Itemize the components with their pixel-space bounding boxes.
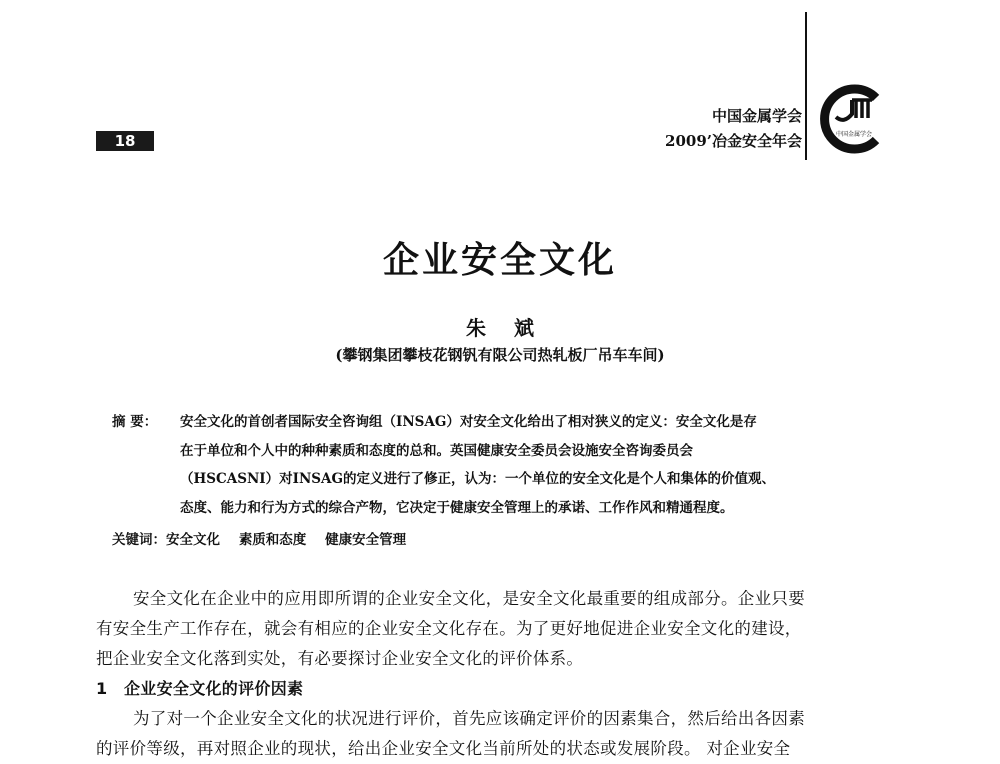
keywords bbox=[112, 526, 406, 554]
abstract-line: 安全文化的首创者国际安全咨询组（INSAG）对安全文化给出了相对狭义的定义：安全文化是存 bbox=[180, 414, 757, 430]
article-title: 企业安全文化 bbox=[382, 240, 617, 281]
keyword: 健康安全管理 bbox=[325, 532, 407, 548]
abstract-line: 在于单位和个人中的种种素质和态度的总和。英国健康安全委员会设施安全咨询委员会 bbox=[180, 442, 693, 459]
abstract-label: 摘 要： bbox=[112, 414, 158, 430]
page-number: 18 bbox=[96, 131, 154, 151]
logo-mark-left bbox=[836, 100, 852, 120]
author-affiliation: (攀钢集团攀枝花钢钒有限公司热轧板厂吊车车间) bbox=[335, 346, 665, 364]
keywords-label: 关键词： bbox=[112, 532, 166, 548]
logo-ring bbox=[825, 89, 876, 149]
body-line: 把企业安全文化落到实处，有必要探讨企业安全文化的评价体系。 bbox=[96, 649, 584, 668]
keyword: 素质和态度 bbox=[238, 532, 307, 548]
body-line: 有安全生产工作存在，就会有相应的企业安全文化存在。为了更好地促进企业安全文化的建设， bbox=[96, 619, 802, 638]
logo-mark-right bbox=[852, 100, 872, 118]
author-name: 朱斌 bbox=[466, 316, 562, 340]
keyword: 安全文化 bbox=[166, 532, 220, 548]
section-heading bbox=[96, 674, 916, 704]
abstract bbox=[112, 408, 902, 522]
society-logo-icon bbox=[814, 84, 886, 154]
section-title: 企业安全文化的评价因素 bbox=[124, 679, 304, 698]
abstract-line: 态度、能力和行为方式的综合产物，它决定于健康安全管理上的承诺、工作作风和精通程度。 bbox=[180, 499, 734, 516]
society-name: 中国金属学会 bbox=[711, 107, 802, 125]
body-line: 安全文化在企业中的应用即所谓的企业安全文化，是安全文化最重要的组成部分。企业只要 bbox=[133, 589, 805, 608]
body-line: 的评价等级，再对照企业的现状，给出企业安全文化当前所处的状态或发展阶段。 对企业安全 bbox=[96, 739, 791, 758]
abstract-line: （HSCASNI）对INSAG的定义进行了修正，认为：一个单位的安全文化是个人和集体的价值观、 bbox=[180, 471, 776, 487]
header-divider bbox=[805, 12, 807, 160]
section-number: 1 bbox=[96, 679, 108, 698]
conference-header bbox=[665, 104, 802, 154]
abstract-body bbox=[180, 408, 775, 522]
conference-name: 2009’冶金安全年会 bbox=[665, 132, 802, 150]
logo-caption: 中国金属学会 bbox=[835, 131, 873, 138]
article-body bbox=[96, 584, 916, 764]
body-line: 为了对一个企业安全文化的状况进行评价，首先应该确定评价的因素集合，然后给出各因素 bbox=[133, 709, 805, 728]
